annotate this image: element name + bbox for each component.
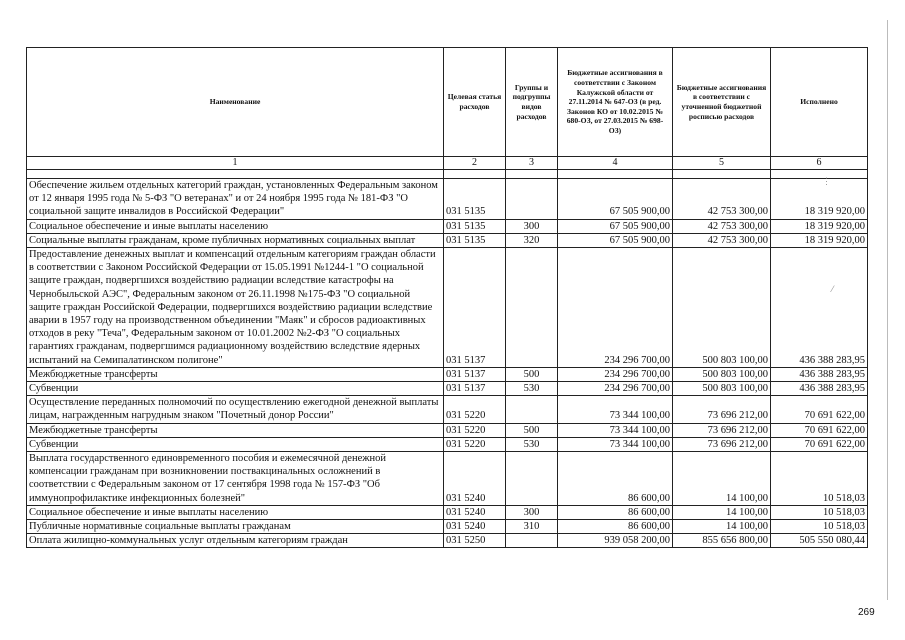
row-expense-group: 300 xyxy=(506,505,558,519)
table-row xyxy=(27,505,868,519)
row-refined-allocation: 73 696 212,00 xyxy=(673,437,771,451)
row-expense-group: 530 xyxy=(506,382,558,396)
row-target-article: 031 5240 xyxy=(444,520,506,534)
table-row xyxy=(27,179,868,220)
row-executed: 70 691 622,00 xyxy=(771,437,868,451)
budget-table xyxy=(26,47,868,548)
table-row xyxy=(27,219,868,233)
row-law-allocation: 234 296 700,00 xyxy=(558,382,673,396)
row-refined-allocation: 42 753 300,00 xyxy=(673,233,771,247)
row-target-article: 031 5135 xyxy=(444,179,506,220)
row-target-article: 031 5135 xyxy=(444,219,506,233)
table-row xyxy=(27,423,868,437)
row-executed: 436 388 283,95 xyxy=(771,382,868,396)
row-law-allocation: 67 505 900,00 xyxy=(558,179,673,220)
row-law-allocation: 67 505 900,00 xyxy=(558,233,673,247)
header-name: Наименование xyxy=(27,48,444,157)
row-law-allocation: 234 296 700,00 xyxy=(558,248,673,368)
row-executed: 18 319 920,00 xyxy=(771,219,868,233)
row-name: Оплата жилищно-коммунальных услуг отдельным категориям граждан xyxy=(27,534,444,548)
row-target-article: 031 5220 xyxy=(444,423,506,437)
row-expense-group: 320 xyxy=(506,233,558,247)
row-expense-group: 500 xyxy=(506,367,558,381)
header-refined-allocations: Бюджетные ассигнования в соответствии с уточненной бюджетной росписью расходов xyxy=(673,48,771,157)
row-executed: 505 550 080,44 xyxy=(771,534,868,548)
table-row xyxy=(27,534,868,548)
row-refined-allocation: 14 100,00 xyxy=(673,505,771,519)
row-target-article: 031 5220 xyxy=(444,396,506,423)
header-law-allocations: Бюджетные ассигнования в соответствии с Законом Калужской области от 27.11.2014 № 647-ОЗ (в ред. Законов КО от 10.02.2015 № 680-ОЗ, от 27.03.2015 № 698-ОЗ) xyxy=(558,48,673,157)
row-name: Обеспечение жильем отдельных категорий граждан, установленных Федеральным законом от 12 января 1995 года № 5-ФЗ "О ветеранах" и от 24 ноября 1995 года № 181-ФЗ "О социальной защите инвалидов в Российской Федерации" xyxy=(27,179,444,220)
header-expense-group: Группы и подгруппы видов расходов xyxy=(506,48,558,157)
table-row xyxy=(27,382,868,396)
binding-edge xyxy=(887,20,888,600)
row-law-allocation: 939 058 200,00 xyxy=(558,534,673,548)
table-row xyxy=(27,437,868,451)
row-executed: 10 518,03 xyxy=(771,505,868,519)
row-name: Социальное обеспечение и иные выплаты населению xyxy=(27,505,444,519)
row-target-article: 031 5135 xyxy=(444,233,506,247)
row-target-article: 031 5220 xyxy=(444,437,506,451)
column-number: 5 xyxy=(673,157,771,170)
row-refined-allocation: 42 753 300,00 xyxy=(673,179,771,220)
column-number: 6 xyxy=(771,157,868,170)
row-refined-allocation: 14 100,00 xyxy=(673,520,771,534)
column-number: 2 xyxy=(444,157,506,170)
row-name: Осуществление переданных полномочий по осуществлению ежегодной денежной выплаты лицам, награжденным нагрудным знаком "Почетный донор России" xyxy=(27,396,444,423)
row-law-allocation: 234 296 700,00 xyxy=(558,367,673,381)
row-executed: 70 691 622,00 xyxy=(771,423,868,437)
row-target-article: 031 5240 xyxy=(444,505,506,519)
row-target-article: 031 5250 xyxy=(444,534,506,548)
row-expense-group: 310 xyxy=(506,520,558,534)
row-name: Социальное обеспечение и иные выплаты населению xyxy=(27,219,444,233)
row-refined-allocation: 14 100,00 xyxy=(673,452,771,506)
row-refined-allocation: 73 696 212,00 xyxy=(673,423,771,437)
row-name: Межбюджетные трансферты xyxy=(27,423,444,437)
row-executed: 18 319 920,00 xyxy=(771,233,868,247)
row-expense-group xyxy=(506,452,558,506)
column-number: 4 xyxy=(558,157,673,170)
column-number: 1 xyxy=(27,157,444,170)
row-refined-allocation: 42 753 300,00 xyxy=(673,219,771,233)
row-expense-group: 500 xyxy=(506,423,558,437)
page-number: 269 xyxy=(858,607,875,618)
row-law-allocation: 73 344 100,00 xyxy=(558,396,673,423)
table-row xyxy=(27,248,868,368)
row-name: Субвенции xyxy=(27,437,444,451)
row-law-allocation: 86 600,00 xyxy=(558,452,673,506)
table-row xyxy=(27,233,868,247)
row-target-article: 031 5240 xyxy=(444,452,506,506)
scan-mark: ⋮ xyxy=(822,176,831,186)
row-expense-group: 300 xyxy=(506,219,558,233)
row-expense-group: 530 xyxy=(506,437,558,451)
row-refined-allocation: 500 803 100,00 xyxy=(673,382,771,396)
row-expense-group xyxy=(506,179,558,220)
row-law-allocation: 73 344 100,00 xyxy=(558,437,673,451)
row-name: Социальные выплаты гражданам, кроме публичных нормативных социальных выплат xyxy=(27,233,444,247)
row-name: Субвенции xyxy=(27,382,444,396)
row-expense-group xyxy=(506,534,558,548)
column-number-row xyxy=(27,157,868,170)
header-target-article: Целевая статья расходов xyxy=(444,48,506,157)
row-executed: 10 518,03 xyxy=(771,520,868,534)
row-target-article: 031 5137 xyxy=(444,248,506,368)
header-row xyxy=(27,48,868,157)
row-name: Выплата государственного единовременного пособия и ежемесячной денежной компенсации гражданам при возникновении поствакцинальных осложнений в соответствии с Федеральным законом от 17 сентября 1998 года № 157-ФЗ "Об иммунопрофилактике инфекционных болезней" xyxy=(27,452,444,506)
row-executed: 10 518,03 xyxy=(771,452,868,506)
row-law-allocation: 86 600,00 xyxy=(558,520,673,534)
row-target-article: 031 5137 xyxy=(444,382,506,396)
row-expense-group xyxy=(506,248,558,368)
row-name: Межбюджетные трансферты xyxy=(27,367,444,381)
row-name: Публичные нормативные социальные выплаты гражданам xyxy=(27,520,444,534)
row-refined-allocation: 500 803 100,00 xyxy=(673,248,771,368)
row-law-allocation: 86 600,00 xyxy=(558,505,673,519)
header-executed: Исполнено xyxy=(771,48,868,157)
row-name: Предоставление денежных выплат и компенсаций отдельным категориям граждан области в соответствии с Законом Российской Федерации от 15.05.1991 №1244-1 "О социальной защите граждан, подвергшихся воздействию радиации вследствие катастрофы на Чернобыльской АЭС", Федеральным законом от 26.11.1998 №175-ФЗ "О социальной защите граждан Российской Федерации, подвергшихся воздействию радиации вследствие аварии в 1957 году на производственном объединении "Маяк" и сбросов радиоактивных отходов в реку "Теча", Федеральным законом от 10.01.2002 №2-ФЗ "О социальных гарантиях гражданам, подвергшимся радиационному воздействию вследствие ядерных испытаний на Семипалатинском полигоне" xyxy=(27,248,444,368)
table-row xyxy=(27,520,868,534)
row-law-allocation: 73 344 100,00 xyxy=(558,423,673,437)
scan-mark: ⁄ xyxy=(832,284,834,294)
row-refined-allocation: 73 696 212,00 xyxy=(673,396,771,423)
table-body xyxy=(27,170,868,548)
column-number: 3 xyxy=(506,157,558,170)
table-row xyxy=(27,452,868,506)
row-refined-allocation: 500 803 100,00 xyxy=(673,367,771,381)
row-executed: 70 691 622,00 xyxy=(771,396,868,423)
row-target-article: 031 5137 xyxy=(444,367,506,381)
row-executed: 436 388 283,95 xyxy=(771,248,868,368)
row-law-allocation: 67 505 900,00 xyxy=(558,219,673,233)
row-expense-group xyxy=(506,396,558,423)
row-executed: 436 388 283,95 xyxy=(771,367,868,381)
row-executed: 18 319 920,00 xyxy=(771,179,868,220)
table-row xyxy=(27,396,868,423)
row-refined-allocation: 855 656 800,00 xyxy=(673,534,771,548)
table-row xyxy=(27,367,868,381)
spacer-row xyxy=(27,170,868,179)
